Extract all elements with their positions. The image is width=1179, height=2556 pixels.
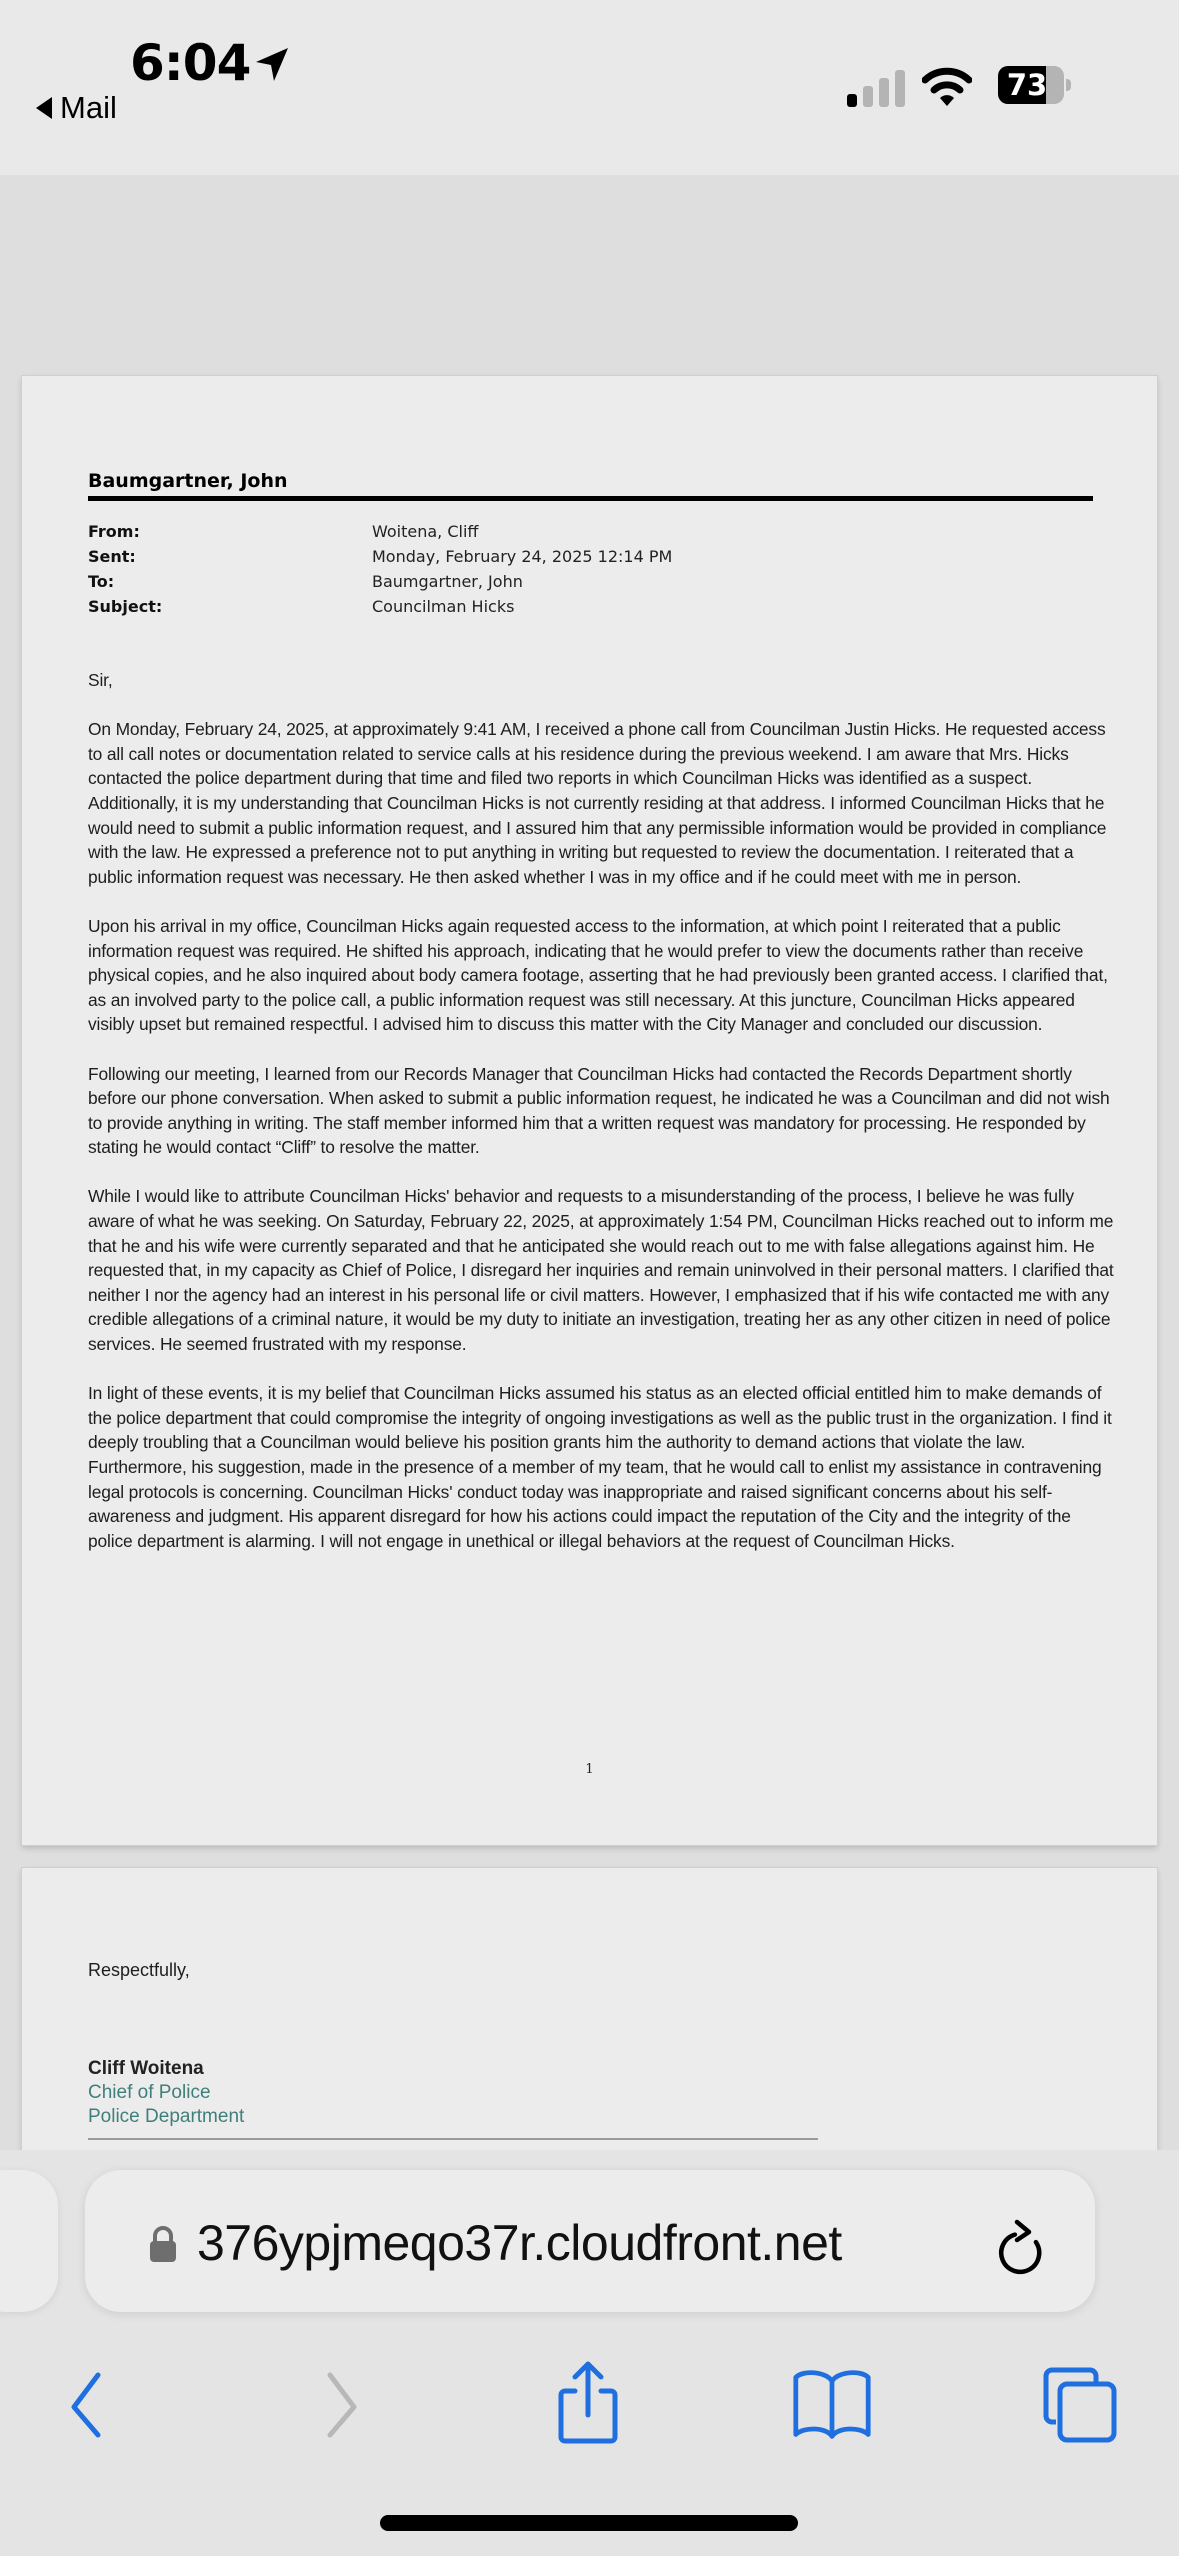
meta-from-label: From: xyxy=(88,522,140,541)
back-triangle-icon xyxy=(36,97,52,119)
address-bar[interactable] xyxy=(85,2170,1095,2312)
signature-title: Chief of Police xyxy=(88,2082,211,2103)
share-icon xyxy=(553,2361,623,2447)
signal-bar-2 xyxy=(863,86,873,107)
battery-cap xyxy=(1066,79,1071,91)
status-bar xyxy=(0,0,1179,175)
body-paragraph-5: In light of these events, it is my belief that Councilman Hicks assumed his status as an elected official entitled him to make demands of the police department that could compromise the integrity of ongoing investigations as well as the public trust in the organization. I find it deeply troubling that a Councilman would believe his position grants him the authority to demand actions that violate the law. Furthermore, his suggestion, made in the presence of a member of my team, that he would call to enlist my assistance in contravening legal protocols is concerning. Councilman Hicks' conduct today was inappropriate and raised significant concerns about his self-awareness and judgment. His apparent disregard for how his actions could impact the reputation of the City and the integrity of the police department is alarming. I will not engage in unethical or illegal behaviors at the request of Councilman Hicks. xyxy=(88,1383,1112,1551)
reload-icon[interactable] xyxy=(993,2216,1049,2276)
salutation: Sir, xyxy=(88,670,113,690)
bookmarks-book-icon xyxy=(792,2366,872,2442)
signature-department: Police Department xyxy=(88,2106,245,2127)
document-page-2 xyxy=(22,1868,1157,2168)
signature-name: Cliff Woitena xyxy=(88,2058,204,2079)
forward-chevron-icon xyxy=(320,2369,364,2439)
meta-subject-value: Councilman Hicks xyxy=(372,597,515,616)
address-bar-area xyxy=(0,2150,1179,2350)
bookmarks-button[interactable] xyxy=(792,2364,872,2444)
clock-time: 6:04 xyxy=(130,34,251,92)
share-button[interactable] xyxy=(548,2364,628,2444)
signal-bar-4 xyxy=(895,70,905,107)
battery-body xyxy=(998,66,1064,104)
body-paragraph-3: Following our meeting, I learned from our Records Manager that Councilman Hicks had contacted the Records Department shortly before our phone conversation. When asked to submit a public information request, he indicated he was a Councilman and did not wish to provide anything in writing. The staff member informed him that a written request was mandatory for processing. He responded by stating he would contact “Cliff” to resolve the matter. xyxy=(88,1063,1110,1158)
email-body xyxy=(88,668,1118,1578)
tabs-overview-icon xyxy=(1040,2364,1120,2444)
document-page-1 xyxy=(22,376,1157,1845)
url-text[interactable]: 376ypjmeqo37r.cloudfront.net xyxy=(197,2215,842,2271)
forward-button[interactable] xyxy=(302,2364,382,2444)
tabs-button[interactable] xyxy=(1040,2364,1120,2444)
home-indicator[interactable] xyxy=(380,2515,798,2531)
location-arrow-icon xyxy=(252,44,292,84)
cellular-signal-icon xyxy=(845,68,907,108)
closing: Respectfully, xyxy=(88,1960,190,1980)
body-paragraph-4: While I would like to attribute Councilman Hicks' behavior and requests to a misunderstanding of the process, I believe he was fully aware of what he was seeking. On Saturday, February 22, 2025, at approximately 1:54 PM, Councilman Hicks reached out to inform me that he and his wife were currently separated and that he anticipated she would reach out to me with false allegations against him. He requested that, in my capacity as Chief of Police, I disregard her inquiries and remain uninvolved in their personal matters. I clarified that neither I nor the agency had an interest in his personal life or civil matters. However, I emphasized that if his wife contacted me with any credible allegations of a criminal nature, it would be my duty to initiate an investigation, treating her as any other citizen in need of police services. He seemed frustrated with my response. xyxy=(88,1186,1114,1355)
document-heading: Baumgartner, John xyxy=(88,470,288,492)
signal-bar-3 xyxy=(879,78,889,107)
heading-rule xyxy=(88,496,1093,501)
meta-from-value: Woitena, Cliff xyxy=(372,522,479,541)
meta-sent-label: Sent: xyxy=(88,547,136,566)
back-to-mail-label: Mail xyxy=(60,90,117,125)
meta-to-label: To: xyxy=(88,572,115,591)
signal-bar-1 xyxy=(847,94,857,107)
meta-subject-label: Subject: xyxy=(88,597,163,616)
previous-tab-preview[interactable] xyxy=(0,2170,58,2312)
wifi-icon xyxy=(922,64,972,110)
back-button[interactable] xyxy=(46,2364,126,2444)
lock-icon xyxy=(147,2224,179,2264)
battery-indicator xyxy=(998,66,1072,106)
meta-to-value: Baumgartner, John xyxy=(372,572,523,591)
battery-percent: 73 xyxy=(1006,68,1048,102)
body-paragraph-2: Upon his arrival in my office, Councilman Hicks again requested access to the information, at which point I reiterated that a public information request was required. He shifted his approach, indicating that he would prefer to view the documents rather than receive physical copies, and he also inquired about body camera footage, asserting that he had previously been granted access. I clarified that, as an involved party to the police call, a public information request was still necessary. At this juncture, Councilman Hicks appeared visibly upset but remained respectful. I advised him to discuss this matter with the City Manager and concluded our discussion. xyxy=(88,915,1108,1035)
back-chevron-icon xyxy=(64,2369,108,2439)
back-to-mail-button[interactable] xyxy=(36,90,117,126)
signature-rule xyxy=(88,2138,818,2140)
meta-sent-value: Monday, February 24, 2025 12:14 PM xyxy=(372,547,673,566)
body-paragraph-1: On Monday, February 24, 2025, at approximately 9:41 AM, I received a phone call from Councilman Justin Hicks. He requested access to all call notes or documentation related to service calls at his residence during the previous weekend. I am aware that Mrs. Hicks contacted the police department during that time and filed two reports in which Councilman Hicks was identified as a suspect. Additionally, it is my understanding that Councilman Hicks is not currently residing at that address. I informed Councilman Hicks that he would need to submit a public information request, and I assured him that any permissible information would be provided in compliance with the law. He expressed a preference not to put anything in writing but requested to review the documentation. I reiterated that a public information request was necessary. He then asked whether I was in my office and if he could meet with me in person. xyxy=(88,719,1107,887)
page-number: 1 xyxy=(585,1762,594,1777)
